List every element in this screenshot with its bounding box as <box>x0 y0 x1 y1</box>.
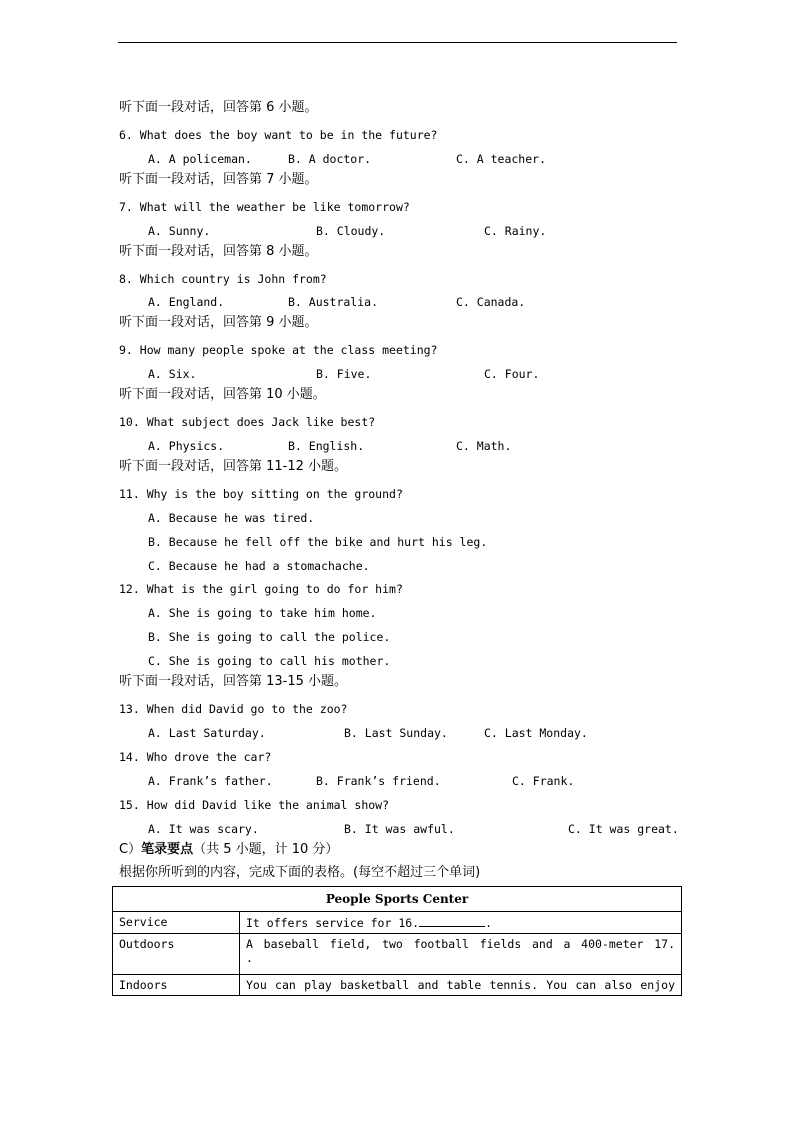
q11-option-b: B. Because he fell off the bike and hurt his leg. <box>148 535 488 549</box>
question-10: 10. What subject does Jack like best? <box>119 415 376 429</box>
q13-option-a: A. Last Saturday. <box>148 726 266 740</box>
q6-option-c: C. A teacher. <box>456 152 547 166</box>
question-6: 6. What does the boy want to be in the future? <box>119 128 438 142</box>
row-content-outdoors <box>240 934 682 975</box>
row-label-service: Service <box>113 912 240 934</box>
table-row <box>113 975 682 996</box>
q8-option-c: C. Canada. <box>456 295 526 309</box>
question-14: 14. Who drove the car? <box>119 750 272 764</box>
blank-16[interactable] <box>419 915 485 927</box>
q15-option-b: B. It was awful. <box>344 822 455 836</box>
q13-option-b: B. Last Sunday. <box>344 726 448 740</box>
outdoors-text: A baseball field, two football fields and a 400-meter 17. <box>246 937 675 951</box>
q12-option-b: B. She is going to call the police. <box>148 630 391 644</box>
table-row <box>113 912 682 934</box>
table-title: People Sports Center <box>113 887 682 912</box>
table-row <box>113 934 682 975</box>
section-c-instruction: 根据你所听到的内容，完成下面的表格。(每空不超过三个单词) <box>119 865 481 880</box>
question-9: 9. How many people spoke at the class meeting? <box>119 343 438 357</box>
notes-table <box>112 886 682 996</box>
q6-option-b: B. A doctor. <box>288 152 372 166</box>
table-header-row <box>113 887 682 912</box>
q13-option-c: C. Last Monday. <box>484 726 588 740</box>
q15-option-c: C. It was great. <box>568 822 679 836</box>
q6-option-a: A. A policeman. <box>148 152 252 166</box>
indoors-text: You can play basketball and table tennis. You can also enjoy <box>246 978 675 992</box>
question-15: 15. How did David like the animal show? <box>119 798 390 812</box>
q8-option-a: A. England. <box>148 295 225 309</box>
question-7: 7. What will the weather be like tomorrow? <box>119 200 410 214</box>
q11-option-c: C. Because he had a stomachache. <box>148 559 370 573</box>
q15-option-a: A. It was scary. <box>148 822 259 836</box>
q10-option-a: A. Physics. <box>148 439 225 453</box>
section-c-prefix: C） <box>119 842 142 857</box>
instruction-q10: 听下面一段对话，回答第 10 小题。 <box>119 387 326 402</box>
header-rule <box>118 42 677 43</box>
row-label-indoors: Indoors <box>113 975 240 996</box>
q14-option-c: C. Frank. <box>512 774 575 788</box>
q12-option-c: C. She is going to call his mother. <box>148 654 391 668</box>
q10-option-b: B. English. <box>288 439 365 453</box>
q14-option-a: A. Frank’s father. <box>148 774 273 788</box>
q7-option-c: C. Rainy. <box>484 224 547 238</box>
q9-option-a: A. Six. <box>148 367 197 381</box>
service-text: It offers service for 16. <box>246 916 420 930</box>
question-11: 11. Why is the boy sitting on the ground? <box>119 487 403 501</box>
instruction-q11-12: 听下面一段对话，回答第 11-12 小题。 <box>119 459 348 474</box>
q9-option-c: C. Four. <box>484 367 540 381</box>
q7-option-b: B. Cloudy. <box>316 224 386 238</box>
section-c-points: （共 5 小题，计 10 分） <box>193 842 339 857</box>
question-13: 13. When did David go to the zoo? <box>119 702 348 716</box>
q10-option-c: C. Math. <box>456 439 512 453</box>
question-12: 12. What is the girl going to do for him? <box>119 582 403 596</box>
instruction-q7: 听下面一段对话，回答第 7 小题。 <box>119 172 318 187</box>
q9-option-b: B. Five. <box>316 367 372 381</box>
section-c-title-bold: 笔录要点 <box>141 842 194 857</box>
instruction-q13-15: 听下面一段对话，回答第 13-15 小题。 <box>119 674 348 689</box>
row-content-service <box>240 912 682 934</box>
service-end: . <box>485 916 493 930</box>
section-c-title <box>119 843 338 857</box>
q11-option-a: A. Because he was tired. <box>148 511 315 525</box>
outdoors-line2: . <box>246 951 253 965</box>
q7-option-a: A. Sunny. <box>148 224 211 238</box>
instruction-q8: 听下面一段对话，回答第 8 小题。 <box>119 244 318 259</box>
q12-option-a: A. She is going to take him home. <box>148 606 377 620</box>
row-content-indoors <box>240 975 682 996</box>
q8-option-b: B. Australia. <box>288 295 379 309</box>
q14-option-b: B. Frank’s friend. <box>316 774 441 788</box>
instruction-q6: 听下面一段对话，回答第 6 小题。 <box>119 100 318 115</box>
row-label-outdoors: Outdoors <box>113 934 240 975</box>
question-8: 8. Which country is John from? <box>119 272 327 286</box>
instruction-q9: 听下面一段对话，回答第 9 小题。 <box>119 315 318 330</box>
